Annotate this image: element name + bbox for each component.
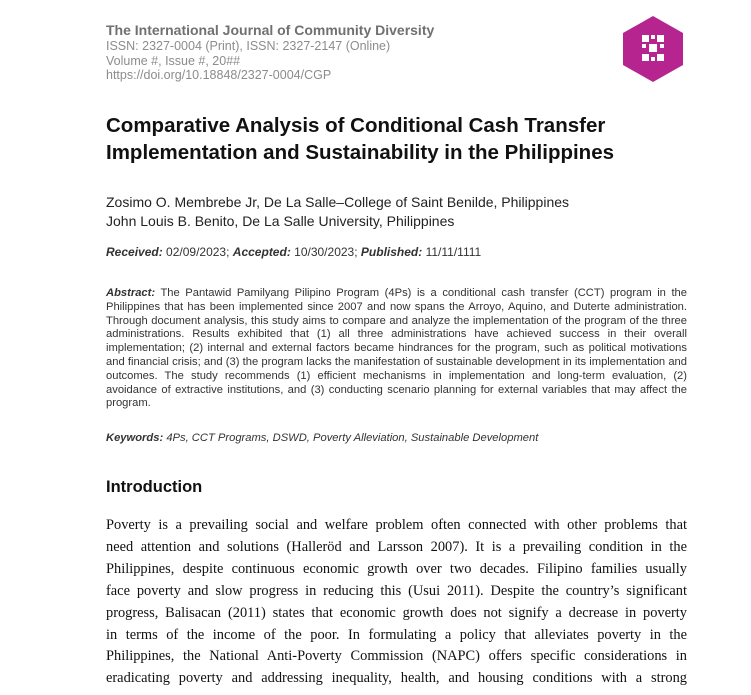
article-title-line: Comparative Analysis of Conditional Cash Transfer <box>106 114 606 137</box>
abstract <box>106 287 687 411</box>
author-list <box>106 193 726 231</box>
author-entry: Zosimo O. Membrebe Jr, De La Salle–College of Saint Benilde, Philippines <box>106 194 570 210</box>
paragraph-line: Philippines, despite continuous economic growth over two decades. Filipino families usually <box>106 560 687 577</box>
paragraph-line: Poverty is a prevailing social and welfare problem often connected with other problems that <box>106 517 687 533</box>
journal-issn: ISSN: 2327-0004 (Print), ISSN: 2327-2147 (Online) <box>106 39 391 53</box>
paragraph-line: eradicating poverty and addressing inequality, health, and housing conditions with a strong <box>106 670 687 687</box>
abstract-text: The Pantawid Pamilyang Pilipino Program (4Ps) is a conditional cash transfer (CCT) program in the Philippines that has been implemented since 2007 and now spans the Arroyo, Aquino, and Duterte administration. Through document analysis, this study aims to compare and analyze the implementation of the program of the three administrations. Results exhibited that (1) all three administrations have achieved success in their overall implementation; (2) internal and external factors became hindrances for the program, such as political motivations and financial crisis; and (3) the program lacks the manifestation of sustainable development in its implementation and outcomes. The study recommends (1) efficient mechanisms in implementation and long-term evaluation, (2) avoidance of extractive institutions, and (3) conducting scenario planning for external variables that may affect the program. <box>106 287 687 410</box>
paragraph-line: need attention and solutions (Halleröd and Larsson 2007). It is a prevailing condition in the <box>106 538 687 555</box>
accepted-date: 10/30/2023; <box>294 245 358 259</box>
abstract-label: Abstract: <box>106 287 156 299</box>
journal-header <box>106 22 586 83</box>
article-title <box>106 112 726 166</box>
paragraph-line: Philippines, the National Anti-Poverty Commission (NAPC) offers specific considerations in <box>106 648 687 665</box>
received-label: Received: <box>106 245 163 259</box>
journal-logo-icon <box>623 16 683 82</box>
published-label: Published: <box>360 245 423 259</box>
received-date: 02/09/2023; <box>166 245 230 259</box>
journal-volume: Volume #, Issue #, 20## <box>106 53 241 68</box>
author-entry: John Louis B. Benito, De La Salle University, Philippines <box>106 213 455 229</box>
article-title-line: Implementation and Sustainability in the Philippines <box>106 141 615 164</box>
section-heading: Introduction <box>106 478 203 496</box>
keywords-list: 4Ps, CCT Programs, DSWD, Poverty Alleviation, Sustainable Development <box>166 432 539 444</box>
keywords-label: Keywords: <box>106 432 164 444</box>
paragraph-line: in terms of the income of the poor. In formulating a policy that alleviates poverty in the <box>106 626 687 643</box>
journal-doi[interactable]: https://doi.org/10.18848/2327-0004/CGP <box>106 68 332 82</box>
journal-name: The International Journal of Community Diversity <box>106 22 435 38</box>
paragraph-line: face poverty and slow progress in reducing this (Usui 2011). Despite the country’s significant <box>106 582 687 599</box>
intro-paragraph <box>106 515 687 690</box>
paragraph-line: progress, Balisacan (2011) states that economic growth does not signify a decrease in poverty <box>106 604 687 621</box>
article-dates <box>106 245 726 259</box>
keywords <box>106 432 726 444</box>
published-date: 11/11/1111 <box>425 245 482 259</box>
accepted-label: Accepted: <box>232 245 291 259</box>
